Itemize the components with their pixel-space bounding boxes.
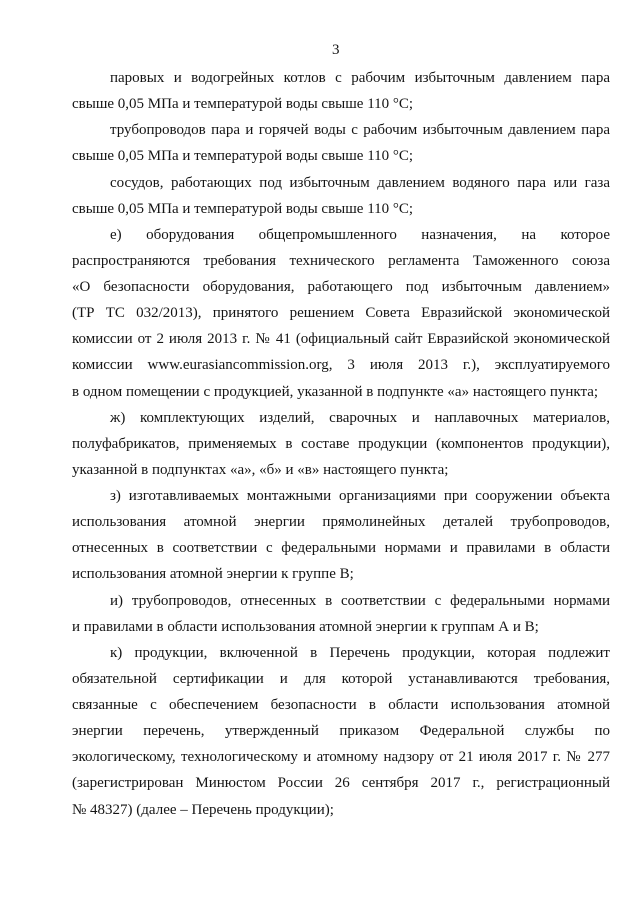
paragraph	[72, 405, 610, 483]
text-line: отнесенных в соответствии с федеральными нормами и правилами в области	[72, 540, 610, 557]
text-line: использования атомной энергии к группе В;	[72, 566, 354, 583]
text-line: в одном помещении с продукцией, указанной в подпункте «а» настоящего пункта;	[72, 383, 599, 400]
paragraph	[72, 640, 610, 823]
text-line: «О безопасности оборудования, работающего под избыточным давлением»	[72, 279, 610, 295]
text-line: е) оборудования общепромышленного назначения, на которое	[110, 226, 610, 243]
text-line: экологическому, технологическому и атомному надзору от 21 июля 2017 г. № 277	[72, 749, 610, 766]
text-line: з) изготавливаемых монтажными организациями при сооружении объекта	[110, 488, 610, 504]
paragraph	[72, 588, 610, 640]
text-line: обязательной сертификации и для которой устанавливаются требования,	[72, 670, 610, 687]
text-line: (зарегистрирован Минюстом России 26 сентября 2017 г., регистрационный	[72, 775, 610, 792]
text-line: к) продукции, включенной в Перечень продукции, которая подлежит	[110, 644, 610, 661]
text-line: связанные с обеспечением безопасности в области использования атомной	[72, 697, 610, 713]
text-line: сосудов, работающих под избыточным давлением водяного пара или газа	[110, 174, 610, 191]
document-body	[72, 65, 610, 823]
text-line: энергии перечень, утвержденный приказом Федеральной службы по	[72, 723, 610, 740]
text-line: комиссии www.eurasiancommission.org, 3 июля 2013 г.), эксплуатируемого	[72, 357, 610, 374]
paragraph	[72, 117, 610, 169]
text-line: (ТР ТС 032/2013), принятого решением Совета Евразийской экономической	[72, 305, 610, 322]
text-line: полуфабрикатов, применяемых в составе продукции (компонентов продукции),	[72, 435, 610, 452]
text-line: свыше 0,05 МПа и температурой воды свыше 110 °С;	[72, 96, 414, 113]
text-line: свыше 0,05 МПа и температурой воды свыше 110 °С;	[72, 148, 414, 165]
paragraph	[72, 65, 610, 117]
text-line: № 48327) (далее – Перечень продукции);	[72, 801, 334, 818]
text-line: свыше 0,05 МПа и температурой воды свыше 110 °С;	[72, 200, 414, 217]
paragraph	[72, 222, 610, 405]
text-line: комиссии от 2 июля 2013 г. № 41 (официальный сайт Евразийской экономической	[72, 331, 610, 348]
paragraph	[72, 483, 610, 588]
text-line: трубопроводов пара и горячей воды с рабочим избыточным давлением пара	[110, 122, 610, 139]
text-line: паровых и водогрейных котлов с рабочим избыточным давлением пара	[110, 70, 610, 86]
text-line: распространяются требования технического регламента Таможенного союза	[72, 252, 610, 269]
page-number: 3	[332, 42, 340, 58]
text-line: и правилами в области использования атомной энергии к группам А и В;	[72, 618, 539, 635]
text-line: указанной в подпунктах «а», «б» и «в» настоящего пункта;	[72, 461, 449, 478]
text-line: ж) комплектующих изделий, сварочных и наплавочных материалов,	[110, 409, 610, 426]
text-line: и) трубопроводов, отнесенных в соответствии с федеральными нормами	[110, 592, 610, 609]
text-line: использования атомной энергии прямолинейных деталей трубопроводов,	[72, 514, 610, 531]
paragraph	[72, 170, 610, 222]
